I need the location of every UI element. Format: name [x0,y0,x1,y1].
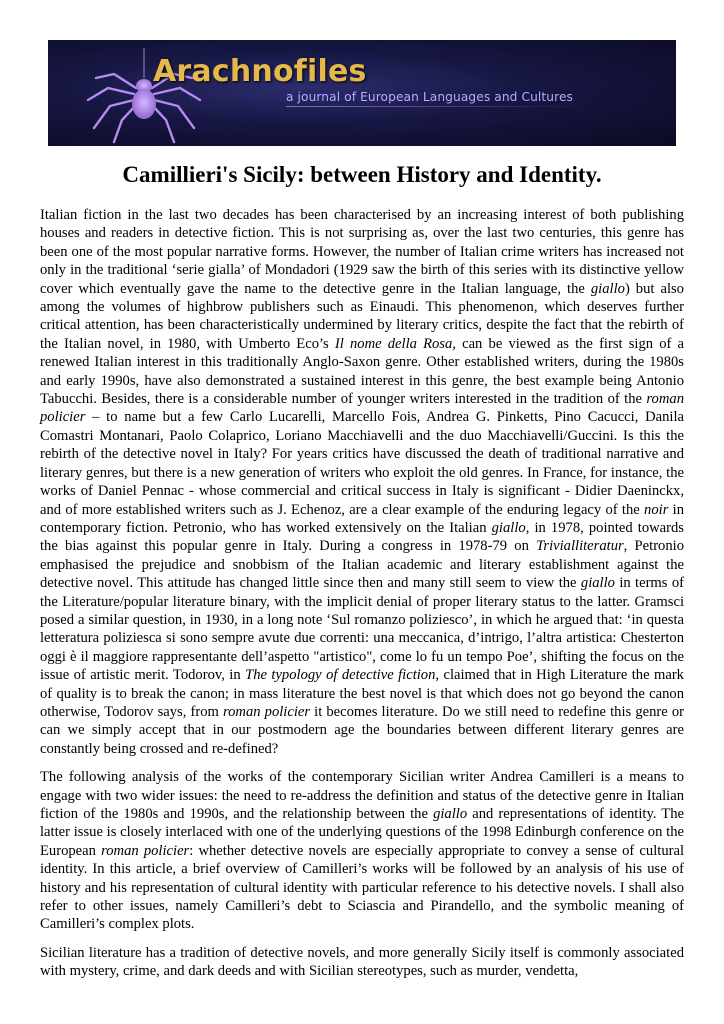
text-run: in terms of the Literature/popular literature binary, with the implicit denial of proper literary status to the latter. Gramsci posed a similar question, in 1930, in a long note ‘Sul romanzo poliziesco’, in which he argued that: ‘in questa letteratura poliziesca si sono sempre avute due correnti: una meccanica, d’intrigo, l’altra artistica: Chesterton oggi è il maggiore rappresentante dell’aspetto "artistico", come lo fu un tempo Poe’, shifting the focus on the issue of artistic merit. Todorov, in [40,575,684,684]
text-run: , Petronio emphasised the prejudice and snobbism of the Italian academic and literary establishment against the detective novel. This attitude has changed little since then and many still seem to view the [40,538,684,592]
journal-tagline: a journal of European Languages and Cultures [286,90,573,104]
italic-text: giallo [433,806,468,822]
italic-text: Trivialliteratur [536,538,624,555]
paragraph [40,206,684,758]
text-run: , claimed that in High Literature the mark of quality is to break the canon; in mass literature the best novel is that which does not go beyond the canon otherwise, Todorov says, from [40,667,684,720]
italic-text: roman policier [222,703,311,720]
text-run: Sicilian literature has a tradition of detective novels, and more generally Sicily itself is commonly associated with mystery, crime, and dark deeds and with Sicilian stereotypes, such as murder, vendetta, [40,944,684,980]
italic-text: giallo [580,575,615,592]
journal-name: Arachnofiles [153,54,367,89]
article-title: Camillieri's Sicily: between History and Identity. [122,162,602,187]
text-run: in contemporary fiction. Petronio, who has worked extensively on the Italian [40,501,685,536]
text-run: , can be viewed as the first sign of a renewed Italian interest in this traditionally Anglo-Saxon genre. Other established writers, during the 1980s and early 1990s, have also demonstrated a sustained interest in this genre, the best example being Antonio Tabucchi. Besides, there is a considerable number of younger writers interested in the tradition of the [40,335,685,408]
article-body [40,206,684,991]
italic-text: noir [644,501,669,518]
italic-text: Il nome della Rosa [334,335,453,352]
italic-text: roman policier [101,842,190,859]
paragraph [40,768,684,934]
paragraph [40,944,684,981]
text-run: and representations of identity. The latter issue is closely interlaced with one of the underlying questions of the 1998 Edinburgh conference on the European [40,806,684,859]
text-run: : whether detective novels are especially appropriate to convey a sense of cultural identity. In this article, a brief overview of Camilleri’s works will be followed by an analysis of his use of history and his representation of cultural identity with particular reference to his detective novels. I shall also refer to other issues, namely Camilleri’s debt to Sciascia and Pirandello, and the symbolic meaning of Camilleri’s complex plots. [40,842,685,933]
italic-text: The typology of detective fiction [245,667,436,684]
text-run: The following analysis of the works of the contemporary Sicilian writer Andrea Camilleri is a means to engage with two wider issues: the need to re-address the definition and status of the detective genre in Italian fiction of the 1980s and 1990s, and the relationship between the [40,769,684,822]
italic-text: giallo [590,280,625,297]
italic-text: giallo [491,519,526,536]
text-run: , in 1978, pointed towards the bias against this popular genre in Italy. During a congress in 1978-79 on [40,519,684,555]
journal-banner [48,40,676,146]
text-run: ) but also among the volumes of highbrow publishers such as Einaudi. This phenomenon, which deserves further critical attention, has been characteristically undermined by literary critics, despite the fact that the rebirth of the Italian novel, in 1980, with Umberto Eco’s [40,280,684,352]
text-run: it becomes literature. Do we still need to redefine this genre or can we simply accept that in our postmodern age the boundaries between different literary genres are constantly being crossed and re-defined? [40,703,684,757]
tagline-rule [286,106,586,107]
italic-text: roman policier [40,391,684,426]
text-run: – to name but a few Carlo Lucarelli, Marcello Fois, Andrea G. Pinketts, Pino Cacucci, Danila Comastri Montanari, Paolo Colaprico, Loriano Macchiavelli and the duo Macchiavelli/Guccini. Is this the rebirth of the detective novel in Italy? For years critics have discussed the death of traditional narrative and literary genres, but there is a new generation of writers who exploit the old genres. In France, for instance, the works of Daniel Pennac - whose commercial and critical success in Italy is significant - Didier Daeninckx, and of more established writers such as J. Echenoz, are a clear example of the enduring legacy of the [40,409,684,518]
text-run: Italian fiction in the last two decades has been characterised by an increasing interest of both publishing houses and readers in detective fiction. This is not surprising as, over the last two centuries, this genre has been one of the most popular narrative forms. However, the number of Italian crime writers has increased not only in the traditional ‘serie gialla’ of Mondadori (1929 saw the birth of this series with its distinctive yellow cover which eventually gave the name to the detective genre in the Italian language, the [40,207,684,297]
